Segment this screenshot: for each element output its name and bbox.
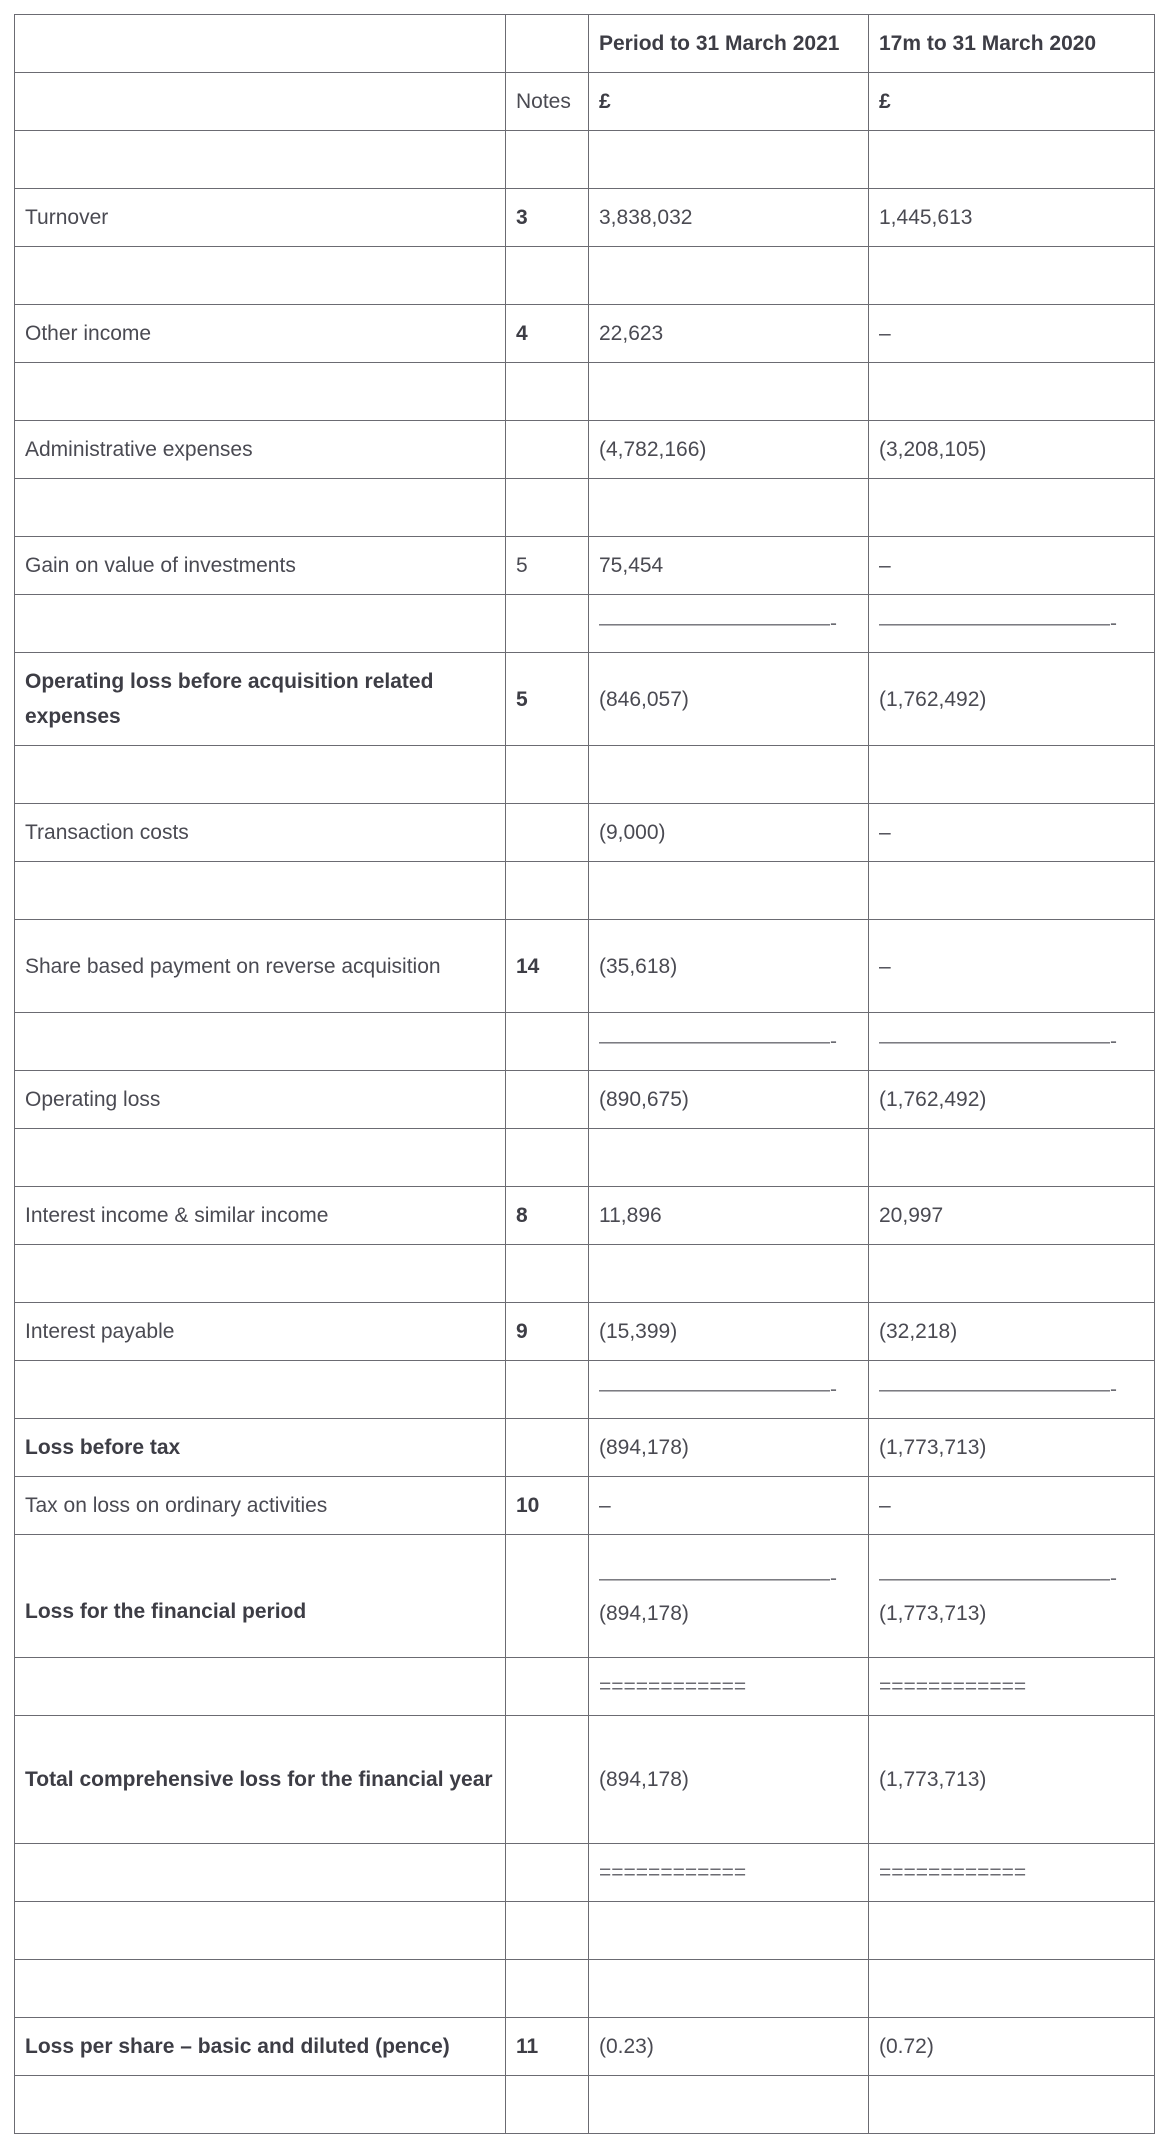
spacer-row (15, 363, 1155, 421)
spacer-row (15, 131, 1155, 189)
spacer-row (15, 862, 1155, 920)
table-row (15, 1187, 1155, 1245)
rule-row (15, 1658, 1155, 1716)
row-note: 10 (506, 1477, 589, 1535)
spacer-row (15, 247, 1155, 305)
rule-row (15, 1361, 1155, 1419)
value-2020: – (869, 920, 1155, 1013)
row-note: 5 (506, 653, 589, 746)
value-2021: 22,623 (589, 305, 869, 363)
single-rule-2020: ———————————- (869, 1361, 1155, 1419)
value-2021: (4,782,166) (589, 421, 869, 479)
income-statement-table (14, 14, 1155, 2134)
table-row (15, 1419, 1155, 1477)
header-row (15, 15, 1155, 73)
table-row (15, 920, 1155, 1013)
table-row (15, 1071, 1155, 1129)
spacer-row (15, 2076, 1155, 2134)
table-row (15, 1716, 1155, 1844)
value-2020: – (869, 537, 1155, 595)
row-label: Operating loss before acquisition related expenses (15, 653, 506, 746)
double-rule-2021: ============ (589, 1844, 869, 1902)
currency-2020: £ (869, 73, 1155, 131)
value-2021: (894,178) (589, 1716, 869, 1844)
row-label: Loss per share – basic and diluted (pence) (15, 2018, 506, 2076)
table-row (15, 1303, 1155, 1361)
single-rule-2020: ———————————- (869, 595, 1155, 653)
table-row (15, 421, 1155, 479)
value-2020: (1,762,492) (869, 653, 1155, 746)
value-2020: – (869, 1477, 1155, 1535)
row-label: Operating loss (15, 1071, 506, 1129)
row-label: Tax on loss on ordinary activities (15, 1477, 506, 1535)
single-rule-2021: ———————————- (589, 1013, 869, 1071)
blank-cell (506, 15, 589, 73)
value-2020: (1,773,713) (869, 1419, 1155, 1477)
row-note: 3 (506, 189, 589, 247)
value-2021: – (589, 1477, 869, 1535)
value-2020: (3,208,105) (869, 421, 1155, 479)
row-label: Other income (15, 305, 506, 363)
value-2021: (35,618) (589, 920, 869, 1013)
value-2020: (1,773,713) (879, 1602, 987, 1625)
table-row (15, 1477, 1155, 1535)
double-rule-2020: ============ (869, 1658, 1155, 1716)
value-2021: (846,057) (589, 653, 869, 746)
value-2021: (890,675) (589, 1071, 869, 1129)
value-2021-cell (589, 1535, 869, 1658)
blank-cell (15, 73, 506, 131)
rule-row (15, 1844, 1155, 1902)
row-label: Gain on value of investments (15, 537, 506, 595)
rule-row (15, 595, 1155, 653)
row-note (506, 1071, 589, 1129)
value-2020: (1,773,713) (869, 1716, 1155, 1844)
row-label: Transaction costs (15, 804, 506, 862)
value-2020: 1,445,613 (869, 189, 1155, 247)
table-row (15, 189, 1155, 247)
row-label: Administrative expenses (15, 421, 506, 479)
row-note (506, 1535, 589, 1658)
currency-2021: £ (589, 73, 869, 131)
table-row (15, 1535, 1155, 1658)
spacer-row (15, 479, 1155, 537)
value-2021: 3,838,032 (589, 189, 869, 247)
row-note: 5 (506, 537, 589, 595)
row-label: Interest income & similar income (15, 1187, 506, 1245)
spacer-row (15, 1902, 1155, 1960)
row-note (506, 804, 589, 862)
blank-cell (15, 15, 506, 73)
table-row (15, 537, 1155, 595)
row-note: 14 (506, 920, 589, 1013)
single-rule-2020: ———————————- (879, 1567, 1117, 1590)
spacer-row (15, 1245, 1155, 1303)
row-note: 9 (506, 1303, 589, 1361)
value-2020: (32,218) (869, 1303, 1155, 1361)
row-label: Share based payment on reverse acquisition (15, 920, 506, 1013)
value-2021: (0.23) (589, 2018, 869, 2076)
table-row (15, 804, 1155, 862)
table-row (15, 305, 1155, 363)
row-note (506, 1716, 589, 1844)
subheader-row (15, 73, 1155, 131)
notes-label: Notes (506, 73, 589, 131)
rule-row (15, 1013, 1155, 1071)
row-label: Total comprehensive loss for the financial year (15, 1716, 506, 1844)
value-2021: (894,178) (599, 1602, 689, 1625)
value-2020: 20,997 (869, 1187, 1155, 1245)
spacer-row (15, 1129, 1155, 1187)
table-row (15, 653, 1155, 746)
value-2021: 11,896 (589, 1187, 869, 1245)
value-2020-cell (869, 1535, 1155, 1658)
row-label: Interest payable (15, 1303, 506, 1361)
single-rule-2021: ———————————- (589, 1361, 869, 1419)
row-note: 4 (506, 305, 589, 363)
single-rule-2021: ———————————- (589, 595, 869, 653)
double-rule-2021: ============ (589, 1658, 869, 1716)
value-2020: – (869, 804, 1155, 862)
value-2021: 75,454 (589, 537, 869, 595)
row-note (506, 421, 589, 479)
single-rule-2021: ———————————- (599, 1567, 837, 1590)
row-label: Loss for the financial period (15, 1535, 506, 1658)
value-2020: – (869, 305, 1155, 363)
column-header-2021: Period to 31 March 2021 (589, 15, 869, 73)
row-label: Turnover (15, 189, 506, 247)
row-note: 11 (506, 2018, 589, 2076)
row-note: 8 (506, 1187, 589, 1245)
column-header-2020: 17m to 31 March 2020 (869, 15, 1155, 73)
row-note (506, 1419, 589, 1477)
spacer-row (15, 746, 1155, 804)
table-row (15, 2018, 1155, 2076)
single-rule-2020: ———————————- (869, 1013, 1155, 1071)
row-label: Loss before tax (15, 1419, 506, 1477)
value-2021: (15,399) (589, 1303, 869, 1361)
value-2021: (9,000) (589, 804, 869, 862)
value-2021: (894,178) (589, 1419, 869, 1477)
double-rule-2020: ============ (869, 1844, 1155, 1902)
value-2020: (1,762,492) (869, 1071, 1155, 1129)
spacer-row (15, 1960, 1155, 2018)
value-2020: (0.72) (869, 2018, 1155, 2076)
